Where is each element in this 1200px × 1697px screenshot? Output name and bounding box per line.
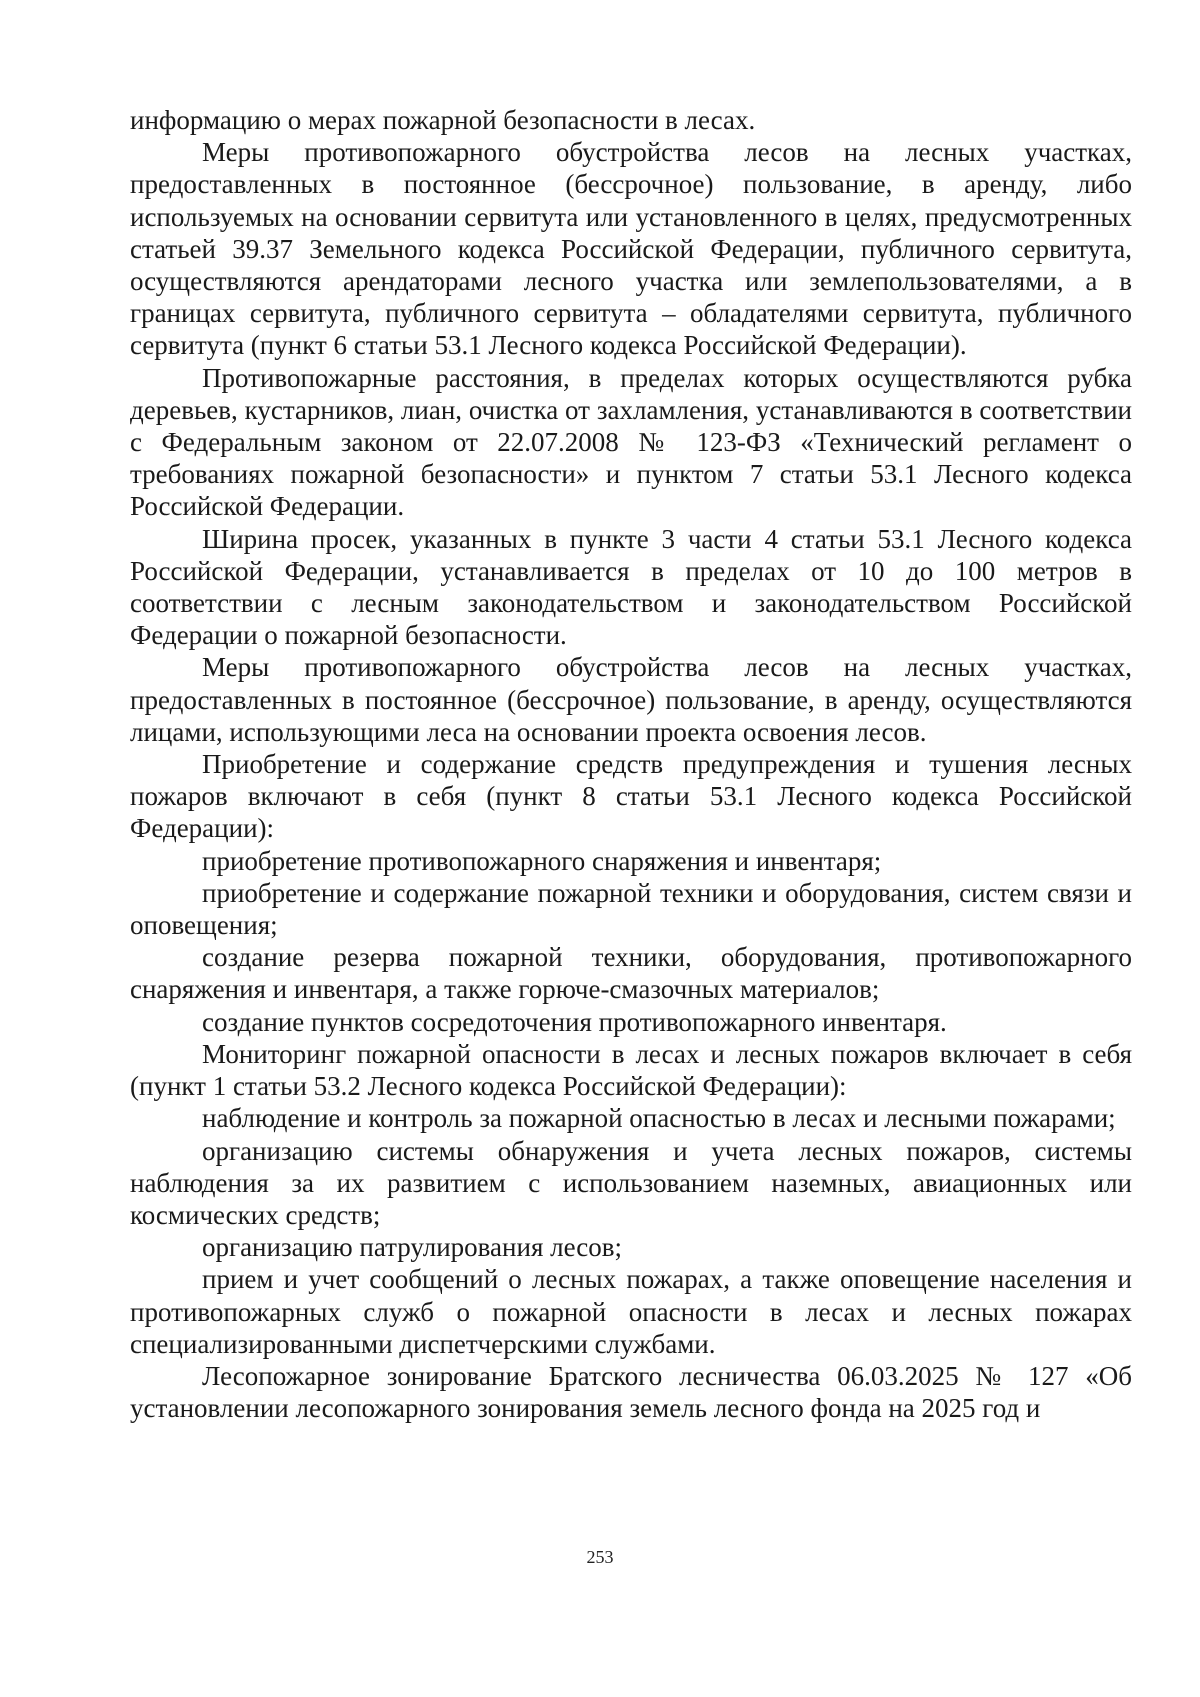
list-item: создание резерва пожарной техники, оборудования, противопожарного снаряжения и инвентаря, а также горюче-смазочных материалов; — [130, 942, 1132, 1005]
paragraph-leased-plots-measures: Меры противопожарного обустройства лесов на лесных участках, предоставленных в постоянное (бессрочное) пользование, в аренду, осуществляются лицами, использующими леса на основании проекта освоения лесов. — [130, 652, 1132, 747]
list-item: прием и учет сообщений о лесных пожарах, а также оповещение населения и противопожарных служб о пожарной опасности в лесах и лесных пожарах специализированными диспетчерскими службами. — [130, 1264, 1132, 1359]
list-item: создание пунктов сосредоточения противопожарного инвентаря. — [202, 1006, 947, 1037]
paragraph-clearing-width: Ширина просек, указанных в пункте 3 части 4 статьи 53.1 Лесного кодекса Российской Федерации, устанавливается в пределах от 10 до 100 метров в соответствии с лесным законодательством и законодательством Российской Федерации о пожарной безопасности. — [130, 523, 1132, 651]
list-item: наблюдение и контроль за пожарной опасностью в лесах и лесными пожарами; — [202, 1103, 1116, 1134]
page-number: 253 — [586, 1547, 614, 1567]
list-item: приобретение и содержание пожарной техники и оборудования, систем связи и оповещения; — [130, 877, 1132, 941]
paragraph-fire-prevention-measures: Меры противопожарного обустройства лесов на лесных участках, предоставленных в постоянное (бессрочное) пользование, в аренду, либо используемых на основании сервитута или установленного в целях, предусмотренных статьей 39.37 Земельного кодекса Российской Федерации, публичного сервитута, осуществляются арендаторами лесного участка или землепользователями, а в границах сервитута, публичного сервитута – обладателями сервитута, публичного сервитута (пункт 6 статьи 53.1 Лесного кодекса Российской Федерации). — [130, 137, 1132, 361]
list-item: организацию патрулирования лесов; — [202, 1232, 622, 1263]
paragraph-fire-zoning: Лесопожарное зонирование Братского лесничества 06.03.2025 № 127 «Об установлении лесопожарного зонирования земель лесного фонда на 2025 год и — [130, 1360, 1132, 1424]
paragraph-equipment-acquisition: Приобретение и содержание средств предупреждения и тушения лесных пожаров включают в себя (пункт 8 статьи 53.1 Лесного кодекса Российской Федерации): — [130, 749, 1132, 844]
document-body — [130, 104, 1132, 1424]
list-item: приобретение противопожарного снаряжения и инвентаря; — [202, 845, 882, 876]
paragraph-fire-distances: Противопожарные расстояния, в пределах которых осуществляются рубка деревьев, кустарников, лиан, очистка от захламления, устанавливаются в соответствии с Федеральным законом от 22.07.2008 № 123-ФЗ «Технический регламент о требованиях пожарной безопасности» и пунктом 7 статьи 53.1 Лесного кодекса Российской Федерации. — [130, 362, 1132, 522]
paragraph-continuation: информацию о мерах пожарной безопасности в лесах. — [130, 105, 756, 135]
paragraph-fire-monitoring: Мониторинг пожарной опасности в лесах и лесных пожаров включает в себя (пункт 1 статьи 53.2 Лесного кодекса Российской Федерации): — [130, 1038, 1132, 1102]
list-item: организацию системы обнаружения и учета лесных пожаров, системы наблюдения за их развитием с использованием наземных, авиационных или космических средств; — [130, 1135, 1132, 1230]
